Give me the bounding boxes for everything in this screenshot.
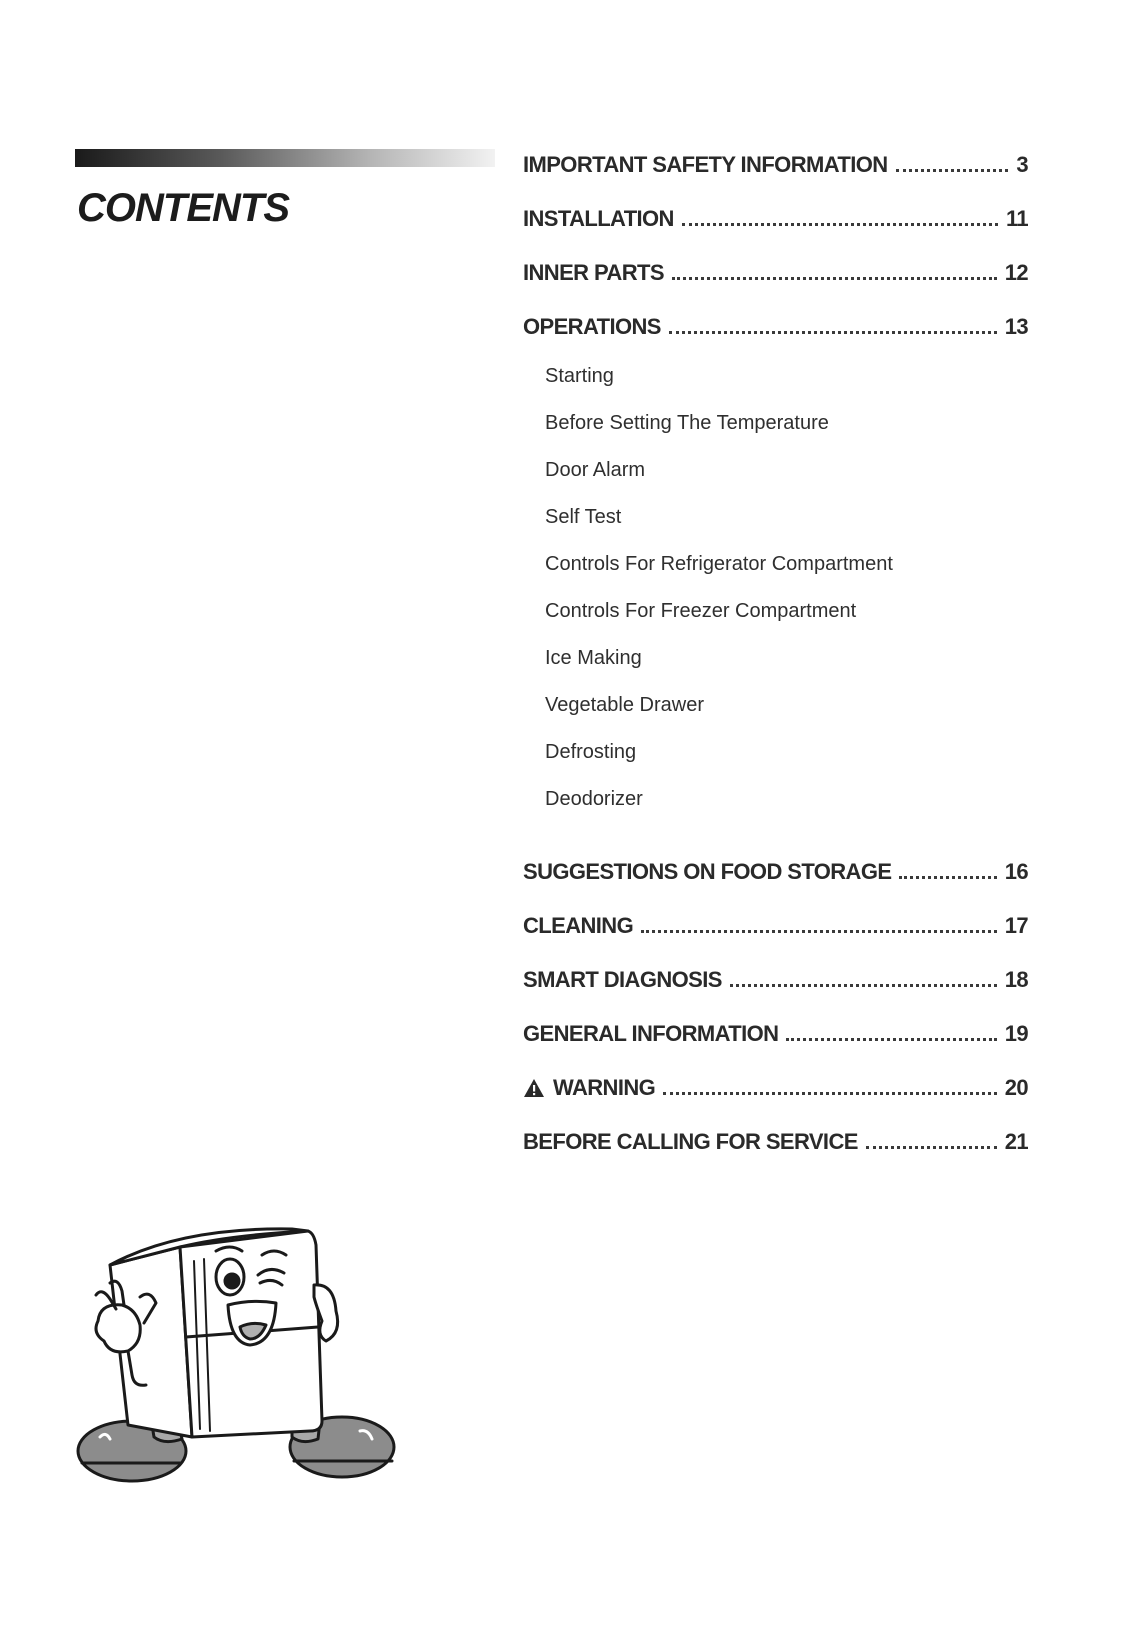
toc-subentry-ice-making[interactable]: Ice Making [545,647,642,669]
toc-entry-page: 12 [1004,260,1028,285]
dot-leader [730,984,997,987]
dot-leader [641,930,997,933]
toc-entry-page: 21 [1004,1129,1028,1154]
toc-entry-page: 13 [1004,314,1028,339]
toc-entry-page: 16 [1004,859,1028,884]
dot-leader [896,169,1009,172]
toc-entry-label: SMART DIAGNOSIS [523,967,722,992]
toc-entry-label: OPERATIONS [523,314,661,339]
dot-leader [786,1038,996,1041]
toc-subentry-before-setting-temperature[interactable]: Before Setting The Temperature [545,412,829,434]
toc-subentry-self-test[interactable]: Self Test [545,506,622,528]
toc-entry-page: 20 [1004,1075,1028,1100]
toc-entry-smart-diagnosis[interactable] [523,963,1028,993]
dot-leader [866,1146,997,1149]
toc-entry-warning[interactable] [523,1071,1028,1101]
toc-subentry-deodorizer[interactable]: Deodorizer [545,788,643,810]
toc-entry-label: IMPORTANT SAFETY INFORMATION [523,152,888,177]
toc-entry-suggestions-food-storage[interactable] [523,855,1028,885]
toc-entry-installation[interactable] [523,202,1028,232]
toc-entry-important-safety-information[interactable] [523,148,1028,178]
toc-subentry-freezer-controls[interactable]: Controls For Freezer Compartment [545,600,857,622]
warning-triangle-icon [523,1078,545,1098]
dot-leader [669,331,997,334]
toc-entry-label: WARNING [553,1075,656,1100]
toc-entry-page: 18 [1004,967,1028,992]
toc-entry-label: GENERAL INFORMATION [523,1021,779,1046]
toc-subentry-defrosting[interactable]: Defrosting [545,741,637,763]
toc-entry-label: INNER PARTS [523,260,664,285]
toc-entry-page: 19 [1004,1021,1028,1046]
toc-subentry-starting[interactable]: Starting [545,365,614,387]
dot-leader [682,223,998,226]
toc-entry-label: INSTALLATION [523,206,674,231]
toc-entry-page: 3 [1016,152,1028,177]
dot-leader [663,1092,997,1095]
toc-subentry-vegetable-drawer[interactable]: Vegetable Drawer [545,694,704,716]
toc-entry-before-calling-for-service[interactable] [523,1125,1028,1155]
toc-entry-page: 17 [1004,913,1028,938]
toc-entry-operations[interactable] [523,310,1028,340]
toc-subentry-door-alarm[interactable]: Door Alarm [545,459,646,481]
dot-leader [899,876,996,879]
toc-subentry-refrigerator-controls[interactable]: Controls For Refrigerator Compartment [545,553,893,575]
header-gradient-bar [75,149,495,167]
toc-entry-label: SUGGESTIONS ON FOOD STORAGE [523,859,892,884]
dot-leader [672,277,997,280]
page-title: CONTENTS [77,186,289,230]
toc-entry-page: 11 [1005,206,1028,231]
toc-entry-cleaning[interactable] [523,909,1028,939]
refrigerator-mascot-icon [70,1225,400,1485]
toc-entry-inner-parts[interactable] [523,256,1028,286]
toc-entry-general-information[interactable] [523,1017,1028,1047]
toc-entry-label: CLEANING [523,913,634,938]
toc-entry-label: BEFORE CALLING FOR SERVICE [523,1129,858,1154]
